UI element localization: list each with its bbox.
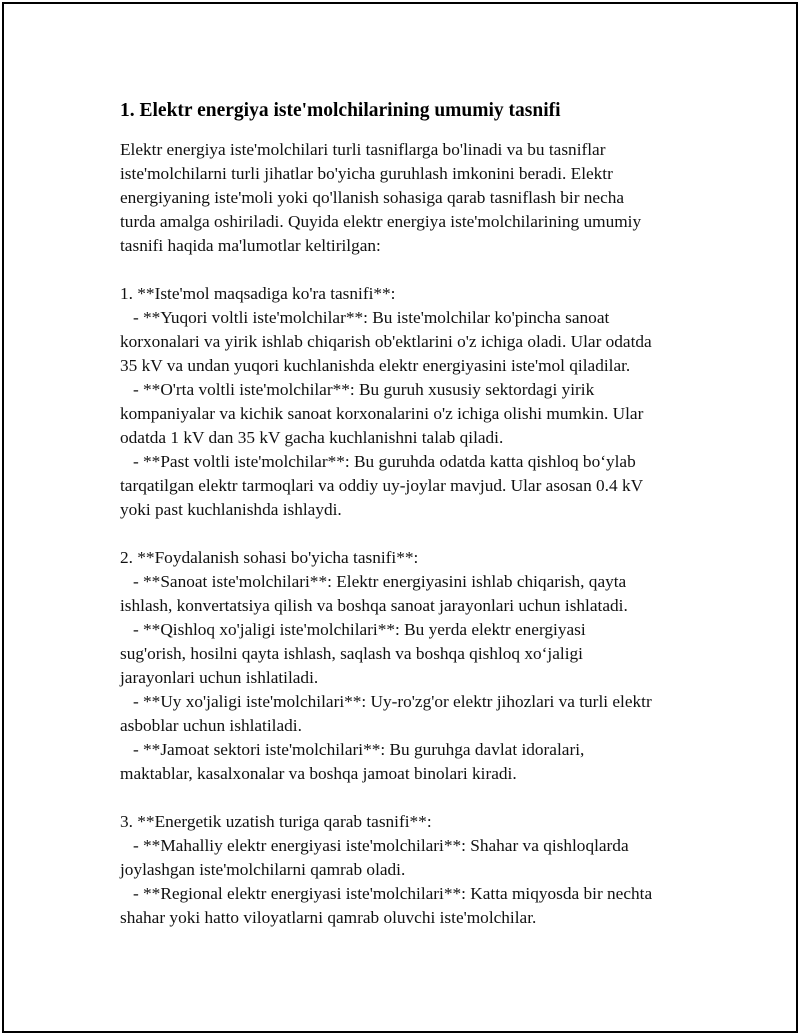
- text-line: - **Qishloq xo'jaligi iste'molchilari**: Bu yerda elektr energiyasi: [120, 620, 586, 639]
- text-line: - **O'rta voltli iste'molchilar**: Bu guruh xususiy sektordagi yirik: [120, 380, 595, 399]
- text-line: Elektr energiya iste'molchilari turli tasniflarga bo'linadi va bu tasniflar: [120, 140, 606, 159]
- paragraph-gap: [120, 522, 700, 546]
- text-line: iste'molchilarni turli jihatlar bo'yicha guruhlash imkonini beradi. Elektr: [120, 164, 613, 183]
- section-heading: 1. **Iste'mol maqsadiga ko'ra tasnifi**:: [120, 284, 396, 303]
- text-line: maktablar, kasalxonalar va boshqa jamoat binolari kiradi.: [120, 764, 517, 783]
- intro-paragraph: [120, 138, 700, 258]
- section-3: [120, 810, 700, 930]
- text-line: joylashgan iste'molchilarni qamrab oladi.: [120, 860, 406, 879]
- section-heading: 3. **Energetik uzatish turiga qarab tasnifi**:: [120, 812, 432, 831]
- text-line: shahar yoki hatto viloyatlarni qamrab oluvchi iste'molchilar.: [120, 908, 537, 927]
- text-line: sug'orish, hosilni qayta ishlash, saqlash va boshqa qishloq xo‘jaligi: [120, 644, 583, 663]
- text-line: tasnifi haqida ma'lumotlar keltirilgan:: [120, 236, 381, 255]
- text-line: asboblar uchun ishlatiladi.: [120, 716, 302, 735]
- paragraph-gap: [120, 258, 700, 282]
- section-heading: 2. **Foydalanish sohasi bo'yicha tasnifi**:: [120, 548, 419, 567]
- section-1: [120, 282, 700, 522]
- text-line: jarayonlari uchun ishlatiladi.: [120, 668, 319, 687]
- text-line: - **Past voltli iste'molchilar**: Bu guruhda odatda katta qishloq bo‘ylab: [120, 452, 636, 471]
- text-line: - **Mahalliy elektr energiyasi iste'molchilari**: Shahar va qishloqlarda: [120, 836, 629, 855]
- text-line: - **Uy xo'jaligi iste'molchilari**: Uy-ro'zg'or elektr jihozlari va turli elektr: [120, 692, 652, 711]
- text-line: ishlash, konvertatsiya qilish va boshqa sanoat jarayonlari uchun ishlatadi.: [120, 596, 628, 615]
- text-line: - **Yuqori voltli iste'molchilar**: Bu iste'molchilar ko'pincha sanoat: [120, 308, 610, 327]
- text-line: kompaniyalar va kichik sanoat korxonalarini o'z ichiga olishi mumkin. Ular: [120, 404, 644, 423]
- text-line: tarqatilgan elektr tarmoqlari va oddiy uy-joylar mavjud. Ular asosan 0.4 kV: [120, 476, 644, 495]
- text-line: - **Sanoat iste'molchilari**: Elektr energiyasini ishlab chiqarish, qayta: [120, 572, 627, 591]
- text-line: odatda 1 kV dan 35 kV gacha kuchlanishni talab qiladi.: [120, 428, 504, 447]
- section-2: [120, 546, 700, 786]
- text-line: yoki past kuchlanishda ishlaydi.: [120, 500, 342, 519]
- text-line: korxonalari va yirik ishlab chiqarish ob'ektlarini o'z ichiga oladi. Ular odatda: [120, 332, 652, 351]
- text-line: energiyaning iste'moli yoki qo'llanish sohasiga qarab tasniflash bir necha: [120, 188, 625, 207]
- text-line: 35 kV va undan yuqori kuchlanishda elektr energiyasini iste'mol qiladilar.: [120, 356, 631, 375]
- page-frame: [2, 2, 798, 1033]
- document-title: 1. Elektr energiya iste'molchilarining umumiy tasnifi: [120, 100, 561, 121]
- text-line: turda amalga oshiriladi. Quyida elektr energiya iste'molchilarining umumiy: [120, 212, 642, 231]
- text-line: - **Regional elektr energiyasi iste'molchilari**: Katta miqyosda bir nechta: [120, 884, 653, 903]
- document-content: [120, 98, 700, 930]
- text-line: - **Jamoat sektori iste'molchilari**: Bu guruhga davlat idoralari,: [120, 740, 585, 759]
- paragraph-gap: [120, 786, 700, 810]
